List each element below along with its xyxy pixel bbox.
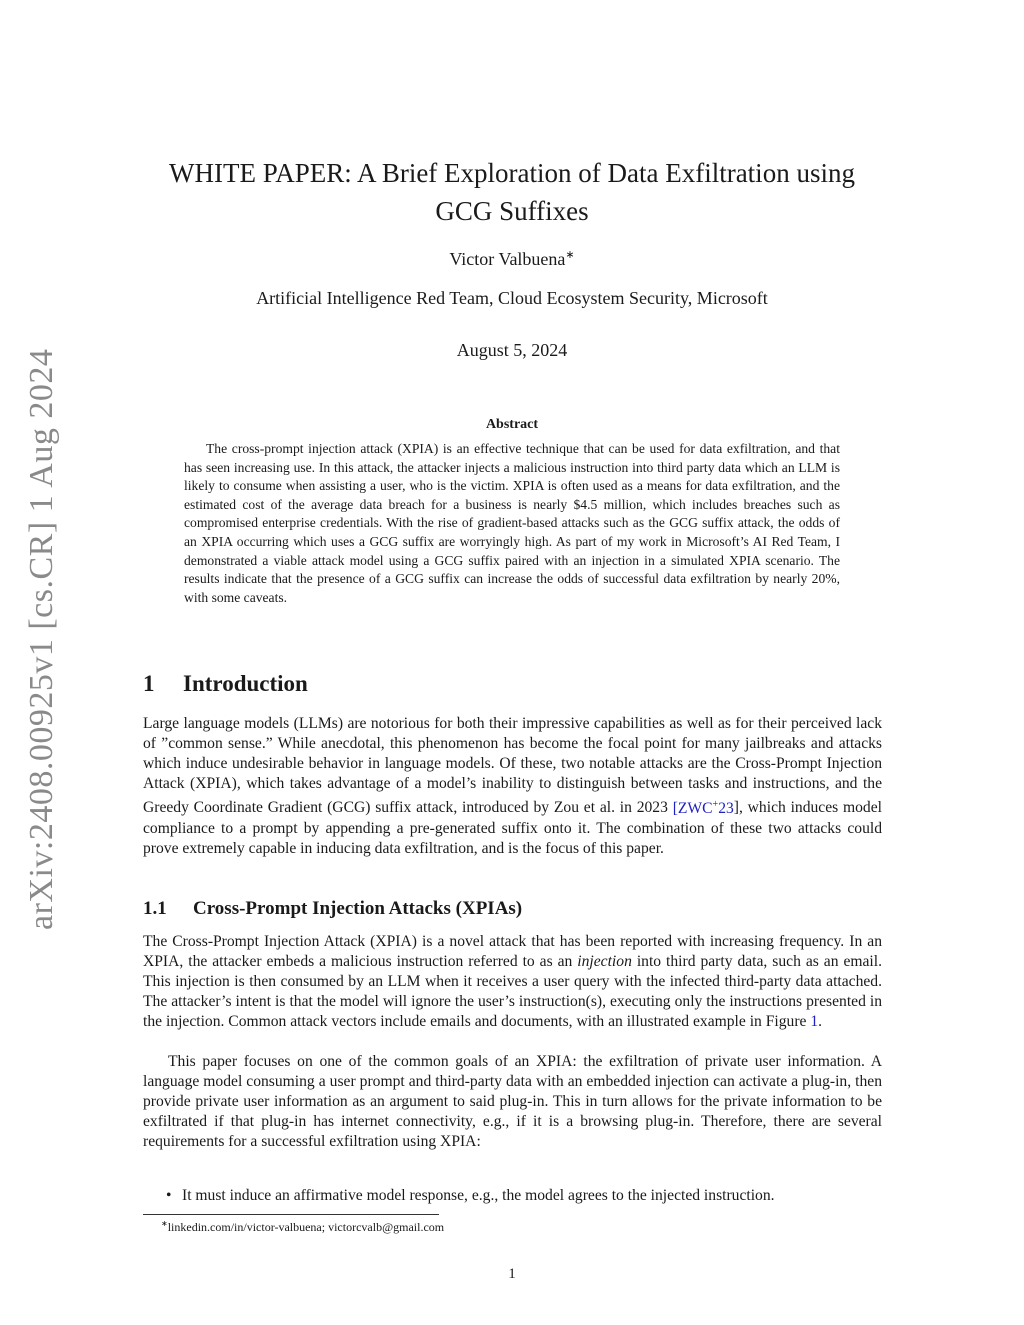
abstract-heading: Abstract bbox=[485, 417, 539, 432]
xpia-emphasis: injection bbox=[577, 953, 632, 971]
section-number: 1 bbox=[143, 671, 155, 696]
author-line bbox=[140, 248, 884, 270]
citation-link[interactable] bbox=[673, 800, 734, 817]
footnote-text: linkedin.com/in/victor-valbuena; victorcvalb@gmail.com bbox=[167, 1220, 445, 1234]
xpia-text-part1: The Cross-Prompt Injection Attack (XPIA) is a novel attack that has been reported with increasing frequency. In an XPIA, the attacker embeds a malicious instruction referred to as an bbox=[143, 933, 882, 971]
section-title: Introduction bbox=[183, 671, 308, 696]
xpia-paragraph-1 bbox=[143, 932, 882, 1032]
xpia-paragraph-2: This paper focuses on one of the common goals of an XPIA: the exfiltration of private user information. A language model consuming a user prompt and third-party data with an embedded injection can activate a plug-in, then provide private user information as an argument to said plug-in. This in turn allows for the private information to be exfiltrated if that plug-in has internet connectivity, e.g., if it is a browsing plug-in. Therefore, there are several requirements for a successful exfiltration using XPIA: bbox=[143, 1053, 882, 1151]
author-name: Victor Valbuena bbox=[449, 249, 566, 269]
subsection-number: 1.1 bbox=[143, 898, 167, 919]
list-item bbox=[166, 1186, 882, 1206]
page-number: 1 bbox=[508, 1266, 516, 1282]
intro-text-part1: Large language models (LLMs) are notorious for both their impressive capabilities as well as for their perceived lack of ”common sense.” While anecdotal, this phenomenon has become the focal point for many jailbreaks and attacks which induce undesirable behavior in language models. Of these, two notable attacks are the Cross-Prompt Injection Attack (XPIA), which takes advantage of a model’s inability to distinguish between tasks and instructions, and the Greedy Coordinate Gradient (GCG) suffix attack, introduced by Zou et al. in 2023 bbox=[143, 715, 882, 817]
abstract-text: The cross-prompt injection attack (XPIA) is an effective technique that can be used for data exfiltration, and that has seen increasing use. In this attack, the attacker injects a malicious instruction into third party data which an LLM is likely to consume when assisting a user, who is the victim. XPIA is often used as a means for data exfiltration, and the estimated cost of the average data breach for a business is nearly $4.5 million, which includes breaches such as compromised enterprise credentials. With the rise of gradient-based attacks such as the GCG suffix attack, the odds of an XPIA occurring which uses a GCG suffix are worryingly high. As part of my work in Microsoft’s AI Red Team, I demonstrated a viable attack model using a GCG suffix paired with an injection in a simulated XPIA scenario. The results indicate that the presence of a GCG suffix can increase the odds of successful data exfiltration by nearly 20%, with some caveats. bbox=[184, 441, 840, 605]
citation-key: ZWC bbox=[677, 799, 713, 817]
paper-title: WHITE PAPER: A Brief Exploration of Data Exfiltration using GCG Suffixes bbox=[169, 158, 855, 226]
xpia-text-end: . bbox=[818, 1013, 823, 1031]
bullet-icon: • bbox=[166, 1187, 172, 1204]
footnote bbox=[161, 1219, 444, 1235]
figure-ref-link[interactable]: 1 bbox=[810, 1013, 819, 1031]
section-heading-introduction bbox=[143, 671, 308, 697]
footnote-divider bbox=[143, 1214, 439, 1215]
xpia-text-part2: into third party data, such as an email. This injection is then consumed by an LLM when it receives a user query with the infected third-party data attached. The attacker’s intent is that the model will ignore the user’s instruction(s), executing only the instructions presented in the injection. Common attack vectors include emails and documents, with an illustrated example in Figure bbox=[143, 953, 882, 1031]
publication-date: August 5, 2024 bbox=[456, 340, 568, 360]
arxiv-identifier: arXiv:2408.00925v1 [cs.CR] 1 Aug 2024 bbox=[23, 348, 60, 930]
affiliation: Artificial Intelligence Red Team, Cloud Ecosystem Security, Microsoft bbox=[256, 288, 768, 308]
citation-open-bracket: [ bbox=[672, 799, 678, 817]
citation-year: 23 bbox=[718, 799, 734, 817]
footnote-mark: ∗ bbox=[161, 1219, 168, 1228]
citation-sup: + bbox=[712, 798, 719, 810]
subsection-title: Cross-Prompt Injection Attacks (XPIAs) bbox=[193, 898, 523, 919]
subsection-heading-xpia bbox=[143, 898, 522, 920]
bullet-text: It must induce an affirmative model response, e.g., the model agrees to the injected instruction. bbox=[182, 1187, 775, 1204]
introduction-paragraph bbox=[143, 714, 882, 859]
citation-close-bracket: ] bbox=[733, 799, 739, 817]
intro-text-part2: , which induces model compliance to a prompt by appending a pre-generated suffix onto it. The combination of these two attacks could prove extremely capable in inducing data exfiltration, and is the focus of this paper. bbox=[143, 799, 882, 857]
author-footnote-mark: ∗ bbox=[565, 249, 575, 261]
